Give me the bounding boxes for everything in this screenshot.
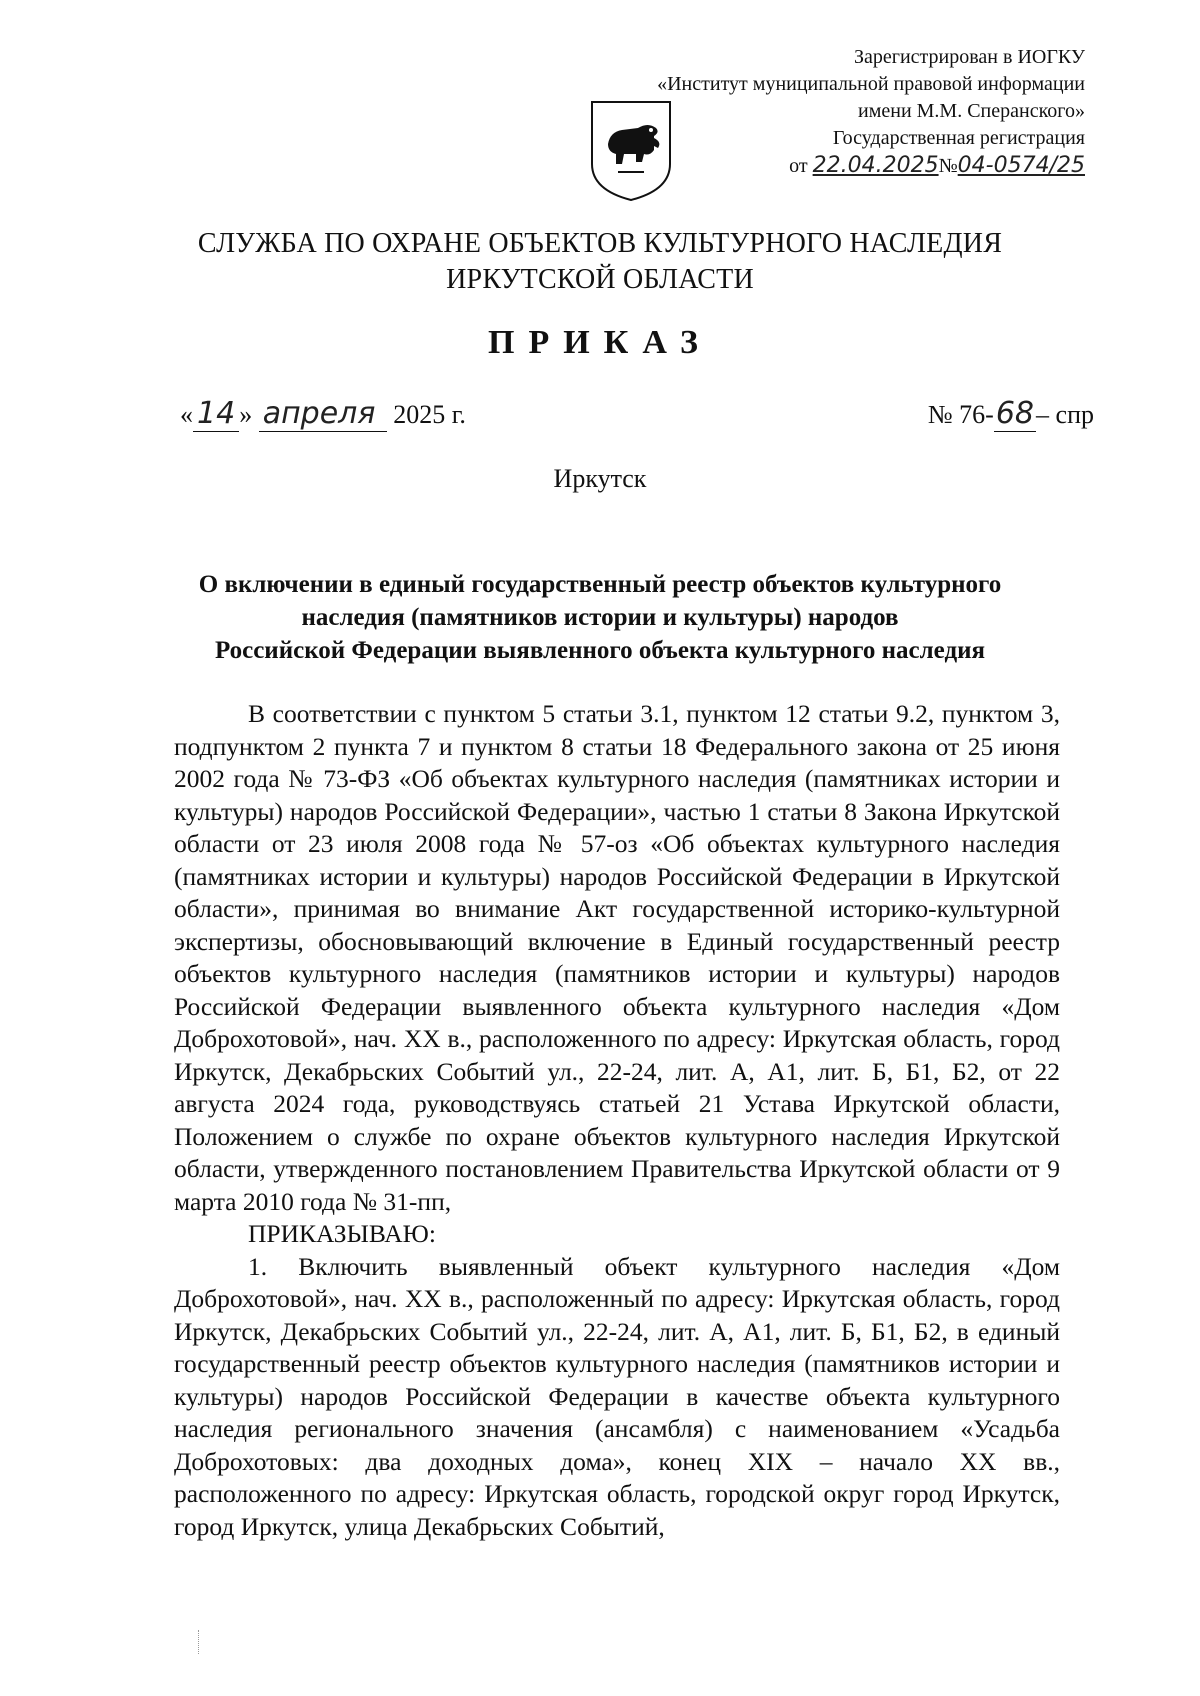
irkutsk-coat-of-arms-icon [588, 98, 674, 204]
registration-line-2: «Институт муниципальной правовой информации [657, 73, 1085, 95]
order-date [180, 396, 466, 432]
registration-stamp [657, 44, 1085, 180]
registration-line-4: Государственная регистрация [832, 127, 1085, 149]
order-word: ПРИКАЗЫВАЮ: [248, 1219, 436, 1248]
order-number-value: 68 [995, 396, 1035, 431]
agency-name [0, 226, 1200, 298]
registration-line-1: Зарегистрирован в ИОГКУ [854, 46, 1085, 68]
order-subject [150, 568, 1050, 667]
registration-line-3: имени М.М. Сперанского» [858, 100, 1085, 122]
date-close-quote: » [239, 400, 253, 429]
agency-line-2: ИРКУТСКОЙ ОБЛАСТИ [446, 264, 754, 295]
preamble-paragraph: В соответствии с пунктом 5 статьи 3.1, пунктом 12 статьи 9.2, пунктом 3, подпунктом 2 пункта 7 и пунктом 8 статьи 18 Федерального закона от 25 июня 2002 года № 73-ФЗ «Об объектах культурного наследия (памятниках истории и культуры) народов Российской Федерации», частью 1 статьи 8 Закона Иркутской области от 23 июля 2008 года № 57-оз «Об объектах культурного наследия (памятниках истории и культуры) народов Российской Федерации в Иркутской области», принимая во внимание Акт государственной историко-культурной экспертизы, обосновывающий включение в Единый государственный реестр объектов культурного наследия (памятников истории и культуры) народов Российской Федерации выявленного объекта культурного наследия «Дом Доброхотовой», нач. XX в., расположенного по адресу: Иркутская область, город Иркутск, Декабрьских Событий ул., 22-24, лит. А, А1, лит. Б, Б1, Б2, от 22 августа 2024 года, руководствуясь статьей 21 Устава Иркутской области, Положением о службе по охране объектов культурного наследия Иркутской области, утвержденного постановлением Правительства Иркутской области от 9 марта 2010 года № 31-пп, [174, 699, 1060, 1216]
agency-line-1: СЛУЖБА ПО ОХРАНЕ ОБЪЕКТОВ КУЛЬТУРНОГО НАСЛЕДИЯ [197, 228, 1003, 259]
subject-line-2: наследия (памятников истории и культуры) народов [301, 604, 899, 631]
order-number-prefix: № 76- [927, 400, 994, 429]
date-month: апреля [259, 396, 387, 432]
registration-number: 04-0574/25 [957, 153, 1085, 178]
registration-number-prefix: № [938, 155, 958, 177]
order-number-suffix: – спр [1036, 400, 1094, 429]
document-title: ПРИКАЗ [488, 324, 712, 361]
order-item-1: 1. Включить выявленный объект культурного наследия «Дом Доброхотовой», нач. XX в., расположенный по адресу: Иркутская область, город Иркутск, Декабрьских Событий ул., 22-24, лит. А, А1, лит. Б, Б1, Б2, в единый государственный реестр объектов культурного наследия (памятников истории и культуры) народов Российской Федерации в качестве объекта культурного наследия регионального значения (ансамбля) с наименованием «Усадьба Доброхотовых: два доходных дома», конец XIX – начало XX вв., расположенного по адресу: Иркутская область, городской округ город Иркутск, город Иркутск, улица Декабрьских Событий, [174, 1251, 1060, 1541]
registration-date-prefix: от [789, 155, 808, 177]
subject-line-1: О включении в единый государственный реестр объектов культурного [198, 571, 1002, 598]
city-name: Иркутск [553, 464, 647, 493]
registration-date-line [657, 152, 1085, 180]
scan-artifact [198, 1630, 203, 1654]
subject-line-3: Российской Федерации выявленного объекта культурного наследия [214, 637, 986, 664]
date-day: 14 [193, 396, 239, 432]
registration-date: 22.04.2025 [812, 153, 939, 178]
order-body [174, 698, 1060, 1543]
date-year: 2025 г. [393, 400, 466, 429]
order-number [928, 396, 1094, 432]
date-open-quote: « [180, 400, 193, 429]
